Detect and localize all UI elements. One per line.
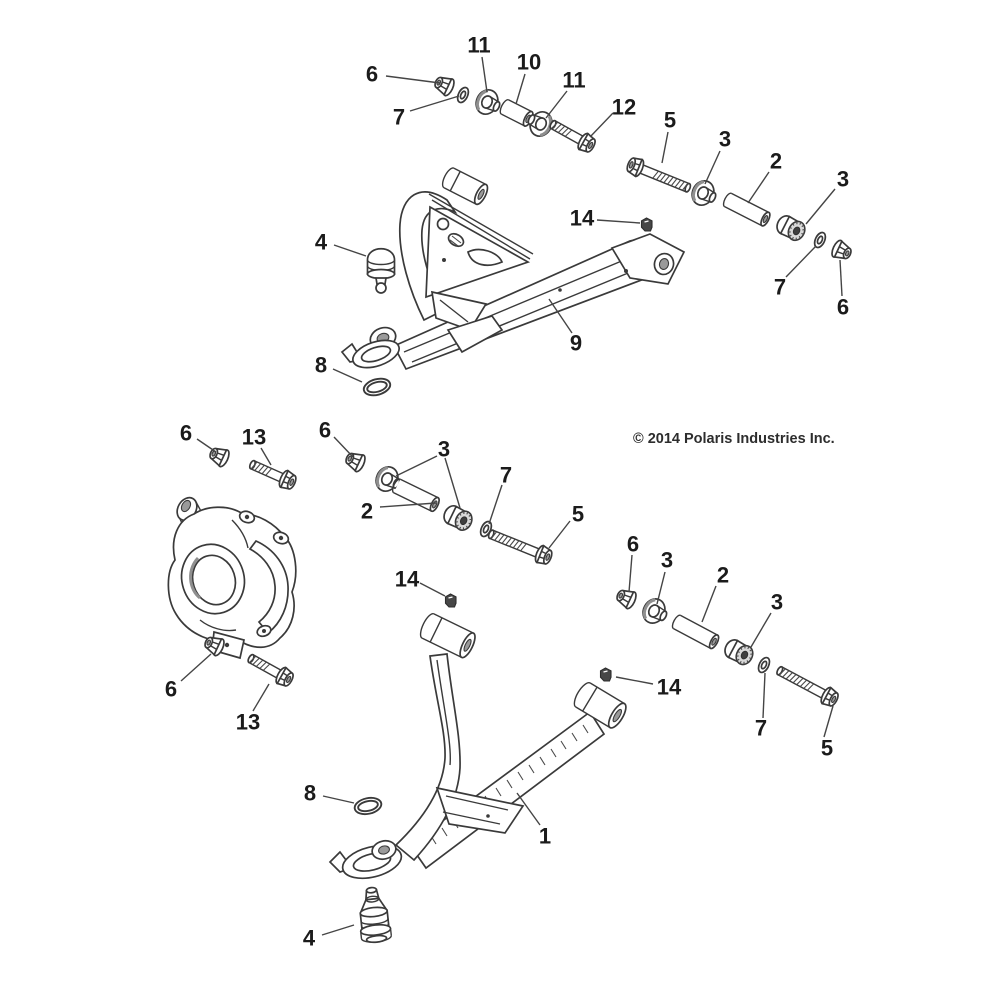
callout-leader-line	[705, 151, 720, 184]
callout-leader-line	[333, 369, 362, 382]
hex-bolt	[486, 525, 554, 567]
callout-leader-line	[748, 172, 769, 203]
spacer-tube	[671, 614, 721, 650]
callout-number: 14	[394, 566, 420, 592]
callout-number: 10	[516, 49, 542, 75]
o-ring	[353, 796, 383, 817]
callout-number: 11	[467, 32, 491, 58]
callout-4	[303, 925, 354, 951]
callout-1	[517, 793, 551, 849]
callout-number: 2	[360, 498, 374, 524]
flange-nut	[343, 449, 367, 473]
callout-14	[395, 567, 445, 597]
callout-leader-line	[597, 220, 640, 223]
callout-leader-line	[629, 555, 632, 592]
callout-leader-line	[516, 74, 525, 104]
callout-number: 8	[303, 780, 317, 806]
callout-leader-line	[261, 448, 271, 465]
lock-nut	[446, 594, 457, 607]
callout-leader-line	[482, 57, 487, 92]
callout-leader-line	[323, 796, 354, 803]
callout-14	[616, 675, 682, 700]
callout-leader-line	[763, 673, 765, 718]
callout-number: 3	[437, 436, 451, 462]
pivot-bushing	[639, 595, 671, 628]
washer	[455, 86, 470, 104]
callout-13	[242, 425, 271, 466]
callout-2	[702, 563, 729, 623]
callout-number: 6	[164, 676, 178, 702]
callout-leader-line	[334, 245, 366, 256]
o-ring	[362, 376, 392, 398]
callout-leader-line	[181, 654, 211, 681]
callout-11	[546, 68, 586, 119]
callout-leader-line	[786, 246, 816, 277]
lock-nut	[642, 218, 653, 231]
callout-leader-line	[489, 485, 502, 524]
callout-leader-line	[322, 925, 354, 935]
callout-number: 13	[241, 424, 267, 450]
callout-7	[489, 463, 512, 525]
callout-leader-line	[445, 458, 460, 508]
callout-leader-line	[751, 613, 771, 647]
callout-14	[570, 206, 640, 231]
callout-5	[821, 706, 833, 761]
callout-leader-line	[396, 456, 437, 476]
callout-leader-line	[546, 91, 567, 118]
callout-number: 1	[538, 823, 552, 849]
callout-number: 14	[656, 674, 682, 700]
callout-number: 6	[318, 417, 332, 443]
callout-number: 8	[314, 352, 328, 378]
splined-bushing	[722, 637, 756, 668]
callout-8	[304, 781, 354, 806]
callout-number: 2	[769, 148, 783, 174]
callout-leader-line	[806, 189, 835, 224]
callout-leader-line	[657, 572, 665, 604]
callout-11	[467, 33, 490, 93]
callout-number: 4	[302, 925, 316, 951]
callout-number: 3	[836, 166, 850, 192]
callout-leader-line	[334, 437, 353, 457]
washer	[756, 656, 771, 674]
hex-bolt	[245, 650, 296, 689]
steering-knuckle	[168, 494, 295, 658]
callout-number: 14	[569, 205, 595, 231]
flange-nut	[830, 239, 854, 263]
callout-leader-line	[702, 586, 716, 622]
callout-2	[748, 149, 782, 204]
callout-number: 3	[718, 126, 732, 152]
callout-6	[180, 421, 216, 453]
callout-6	[165, 654, 211, 702]
callout-leader-line	[590, 113, 613, 137]
pivot-bushing	[688, 177, 720, 210]
callout-leader-line	[616, 677, 653, 684]
callout-number: 7	[499, 462, 513, 488]
callout-13	[236, 684, 269, 735]
front-pivot-sleeve	[418, 612, 478, 660]
hex-bolt	[547, 116, 598, 155]
callout-3	[705, 127, 731, 185]
flange-nut	[432, 73, 456, 97]
callout-number: 6	[365, 61, 379, 87]
callout-leader-line	[253, 684, 269, 711]
callout-leader-line	[197, 439, 216, 452]
callout-7	[393, 96, 459, 130]
flange-nut	[614, 586, 638, 610]
callout-number: 12	[611, 94, 637, 120]
callout-number: 11	[562, 67, 586, 93]
callout-number: 4	[314, 229, 328, 255]
callout-10	[516, 50, 541, 105]
hex-bolt	[247, 456, 299, 492]
copyright-text: © 2014 Polaris Industries Inc.	[633, 431, 835, 447]
callout-6	[627, 532, 639, 593]
callout-leader-line	[824, 706, 833, 737]
pivot-bushing	[472, 86, 504, 119]
callout-number: 6	[626, 531, 640, 557]
callout-number: 13	[235, 709, 261, 735]
callout-7	[755, 673, 767, 741]
callout-12	[590, 95, 636, 138]
callout-6	[366, 62, 440, 87]
lower-control-arm	[330, 612, 629, 884]
callout-number: 7	[773, 274, 787, 300]
spacer-tube	[722, 192, 772, 227]
callout-leader-line	[386, 76, 440, 83]
callout-leader-line	[549, 521, 570, 548]
callout-leader-line	[662, 132, 668, 163]
callout-leader-line	[410, 96, 459, 111]
callout-3	[806, 167, 849, 225]
lock-nut	[601, 668, 612, 681]
callout-5	[549, 502, 584, 549]
callout-7	[774, 246, 816, 300]
callout-6	[837, 260, 849, 320]
callout-number: 5	[663, 107, 677, 133]
callout-number: 5	[571, 501, 585, 527]
callout-number: 9	[569, 330, 583, 356]
callout-number: 6	[836, 294, 850, 320]
callout-5	[662, 108, 676, 164]
callout-3	[657, 548, 673, 605]
callout-number: 6	[179, 420, 193, 446]
ball-joint	[356, 886, 392, 944]
splined-bushing	[774, 213, 808, 243]
lower-arm-rear-hardware	[601, 586, 841, 709]
callout-number: 3	[770, 589, 784, 615]
callout-leader-line	[840, 260, 842, 296]
callout-3	[751, 590, 783, 648]
callout-4	[315, 230, 366, 257]
callout-6	[319, 418, 353, 458]
ball-joint	[368, 249, 395, 293]
splined-bushing	[441, 503, 475, 533]
callout-number: 3	[660, 547, 674, 573]
callout-leader-line	[420, 583, 445, 596]
callout-number: 2	[716, 562, 730, 588]
hex-bolt	[774, 662, 841, 709]
callout-number: 5	[820, 735, 834, 761]
hex-bolt	[625, 155, 693, 197]
callout-number: 7	[392, 104, 406, 130]
callout-number: 7	[754, 715, 768, 741]
